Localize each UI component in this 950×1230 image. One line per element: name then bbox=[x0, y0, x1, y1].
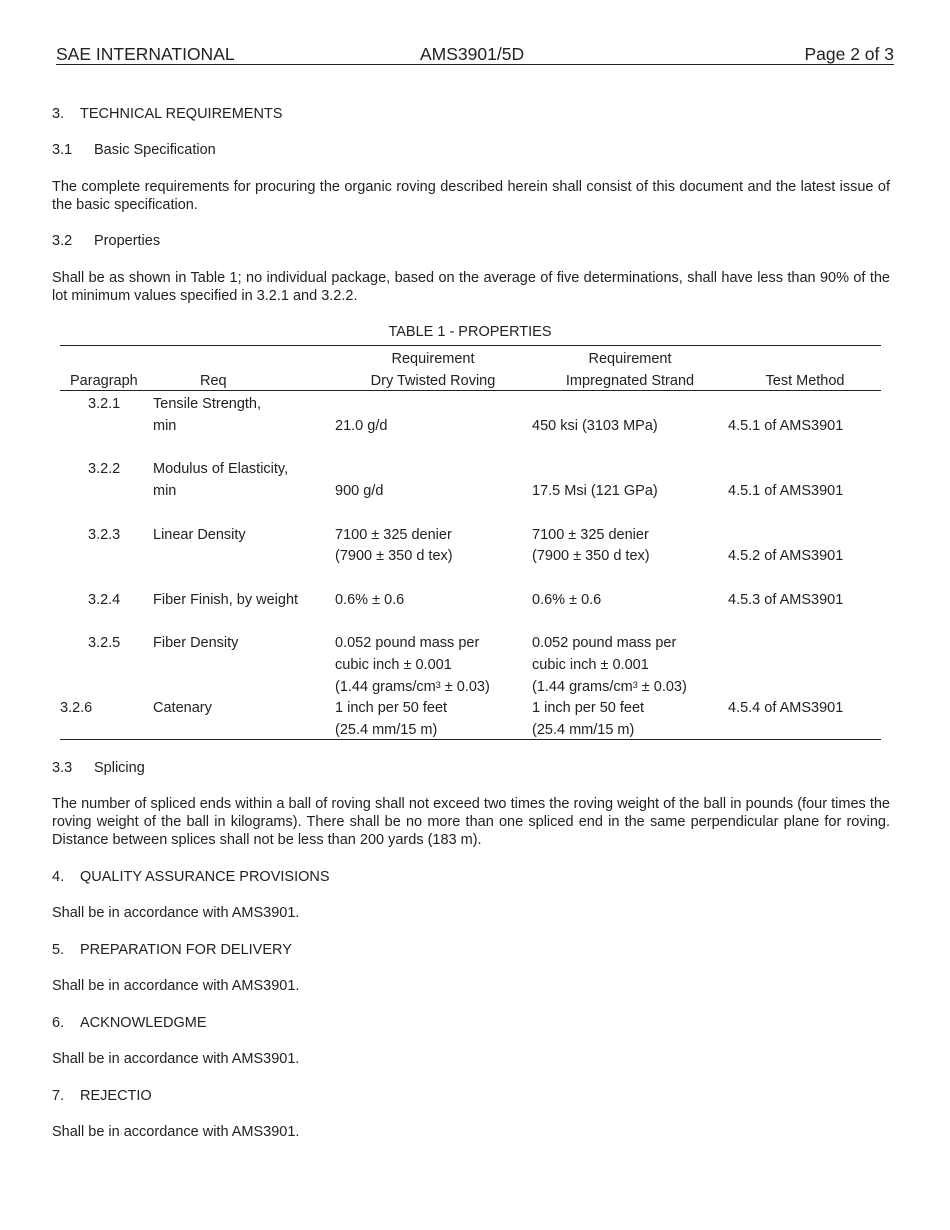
row-impregnated-value-cont: (7900 ± 350 d tex) bbox=[532, 548, 650, 564]
row-paragraph: 3.2.2 bbox=[88, 461, 121, 477]
row-dry-value: 1 inch per 50 feet bbox=[335, 700, 448, 716]
row-impregnated-value: 1 inch per 50 feet bbox=[532, 700, 645, 716]
row-impregnated-value-cont: cubic inch ± 0.001 bbox=[532, 657, 649, 673]
section-7-heading bbox=[52, 1087, 152, 1105]
row-requirement: Fiber Finish, by weight bbox=[153, 592, 299, 608]
header-organization: SAE INTERNATIONAL bbox=[56, 44, 235, 64]
page-header bbox=[56, 44, 894, 65]
row-dry-value-cont: (25.4 mm/15 m) bbox=[335, 722, 438, 738]
section-title: Splicing bbox=[94, 760, 145, 776]
section-number: 6. bbox=[52, 1015, 65, 1031]
row-paragraph: 3.2.3 bbox=[88, 527, 121, 543]
row-dry-value: 0.052 pound mass per bbox=[335, 635, 480, 651]
row-requirement: Fiber Density bbox=[153, 635, 239, 651]
row-test-method: 4.5.1 of AMS3901 bbox=[728, 418, 844, 434]
section-3-heading bbox=[52, 105, 282, 123]
section-3-1-heading bbox=[52, 141, 216, 159]
row-requirement: Catenary bbox=[153, 700, 212, 716]
row-dry-value: 900 g/d bbox=[335, 483, 384, 499]
row-impregnated-value: 0.6% ± 0.6 bbox=[532, 592, 602, 608]
header-dry-line2: Dry Twisted Roving bbox=[370, 373, 496, 389]
section-number: 5. bbox=[52, 942, 65, 958]
row-requirement: Modulus of Elasticity, bbox=[153, 461, 289, 477]
row-dry-value-cont2: (1.44 grams/$cm^3 \pm 0.03$) bbox=[335, 679, 490, 695]
row-impregnated-value: 0.052 pound mass per bbox=[532, 635, 677, 651]
row-dry-value-cont: cubic inch ± 0.001 bbox=[335, 657, 452, 673]
row-dry-value: 0.6% ± 0.6 bbox=[335, 592, 405, 608]
section-7-text: Shall be in accordance with AMS3901. bbox=[52, 1124, 300, 1140]
row-impregnated-value-cont2: (1.44 grams/$cm^3 \pm 0.03$) bbox=[532, 679, 687, 695]
row-dry-value-cont: (7900 ± 350 d tex) bbox=[335, 548, 453, 564]
header-test-method: Test Method bbox=[765, 373, 845, 389]
section-number: 3.2 bbox=[52, 233, 73, 249]
section-title: QUALITY ASSURANCE PROVISIONS bbox=[80, 869, 330, 885]
row-paragraph: 3.2.4 bbox=[88, 592, 121, 608]
row-dry-value: 7100 ± 325 denier bbox=[335, 527, 452, 543]
section-4-heading bbox=[52, 868, 330, 886]
row-paragraph: 3.2.1 bbox=[88, 396, 121, 412]
section-4-text: Shall be in accordance with AMS3901. bbox=[52, 905, 300, 921]
table-bottom-rule bbox=[60, 739, 881, 740]
section-number: 3.1 bbox=[52, 142, 73, 158]
header-dry-line1: Requirement bbox=[391, 351, 475, 367]
section-number: 3.3 bbox=[52, 760, 73, 776]
row-requirement-cont: min bbox=[153, 483, 177, 499]
section-3-2-heading bbox=[52, 232, 160, 250]
section-5-text: Shall be in accordance with AMS3901. bbox=[52, 978, 300, 994]
section-3-1-text: The complete requirements for procuring the organic roving described herein shall consist of this document and the latest issue of the basic specification. bbox=[52, 179, 890, 213]
header-req: Req bbox=[200, 373, 227, 389]
section-title: ACKNOWLEDGME bbox=[80, 1015, 207, 1031]
section-title: REJECTIO bbox=[80, 1088, 152, 1104]
table-title: TABLE 1 - PROPERTIES bbox=[388, 324, 552, 340]
row-paragraph: 3.2.6 bbox=[60, 700, 93, 716]
header-page-number: Page 2 of 3 bbox=[804, 44, 894, 64]
row-requirement: Linear Density bbox=[153, 527, 246, 543]
row-impregnated-value: 17.5 Msi (121 GPa) bbox=[532, 483, 658, 499]
section-number: 3. bbox=[52, 106, 65, 122]
table-header-rule bbox=[60, 390, 881, 391]
section-title: PREPARATION FOR DELIVERY bbox=[80, 942, 292, 958]
row-impregnated-value: 450 ksi (3103 MPa) bbox=[532, 418, 658, 434]
row-paragraph: 3.2.5 bbox=[88, 635, 121, 651]
row-test-method: 4.5.2 of AMS3901 bbox=[728, 548, 844, 564]
section-title: Properties bbox=[94, 233, 161, 249]
section-5-heading bbox=[52, 941, 292, 959]
section-3-3-text: The number of spliced ends within a ball of roving shall not exceed two times the roving weight of the ball in pounds (four times the roving weight of the ball in kilograms). There shall be no more than one spliced end in the same perpendicular plane for roving. Distance between splices shall not be less than 200 yards (183 m). bbox=[52, 796, 890, 848]
header-paragraph: Paragraph bbox=[70, 373, 138, 389]
header-impregnated-line1: Requirement bbox=[588, 351, 672, 367]
header-impregnated-line2: Impregnated Strand bbox=[565, 373, 695, 389]
section-number: 4. bbox=[52, 869, 65, 885]
section-title: Basic Specification bbox=[94, 142, 216, 158]
header-document-number: AMS3901/5D bbox=[420, 44, 525, 64]
table-top-rule bbox=[60, 345, 881, 346]
row-impregnated-value-cont: (25.4 mm/15 m) bbox=[532, 722, 635, 738]
section-number: 7. bbox=[52, 1088, 65, 1104]
section-6-text: Shall be in accordance with AMS3901. bbox=[52, 1051, 300, 1067]
section-title: TECHNICAL REQUIREMENTS bbox=[80, 106, 283, 122]
section-6-heading bbox=[52, 1014, 207, 1032]
row-test-method: 4.5.3 of AMS3901 bbox=[728, 592, 844, 608]
row-dry-value: 21.0 g/d bbox=[335, 418, 388, 434]
row-impregnated-value: 7100 ± 325 denier bbox=[532, 527, 649, 543]
section-3-2-text: Shall be as shown in Table 1; no individual package, based on the average of five determinations, shall have less than 90% of the lot minimum values specified in 3.2.1 and 3.2.2. bbox=[52, 270, 890, 304]
row-test-method: 4.5.1 of AMS3901 bbox=[728, 483, 844, 499]
section-3-3-heading bbox=[52, 759, 145, 777]
row-requirement-cont: min bbox=[153, 418, 177, 434]
row-test-method: 4.5.4 of AMS3901 bbox=[728, 700, 844, 716]
row-requirement: Tensile Strength, bbox=[153, 396, 262, 412]
